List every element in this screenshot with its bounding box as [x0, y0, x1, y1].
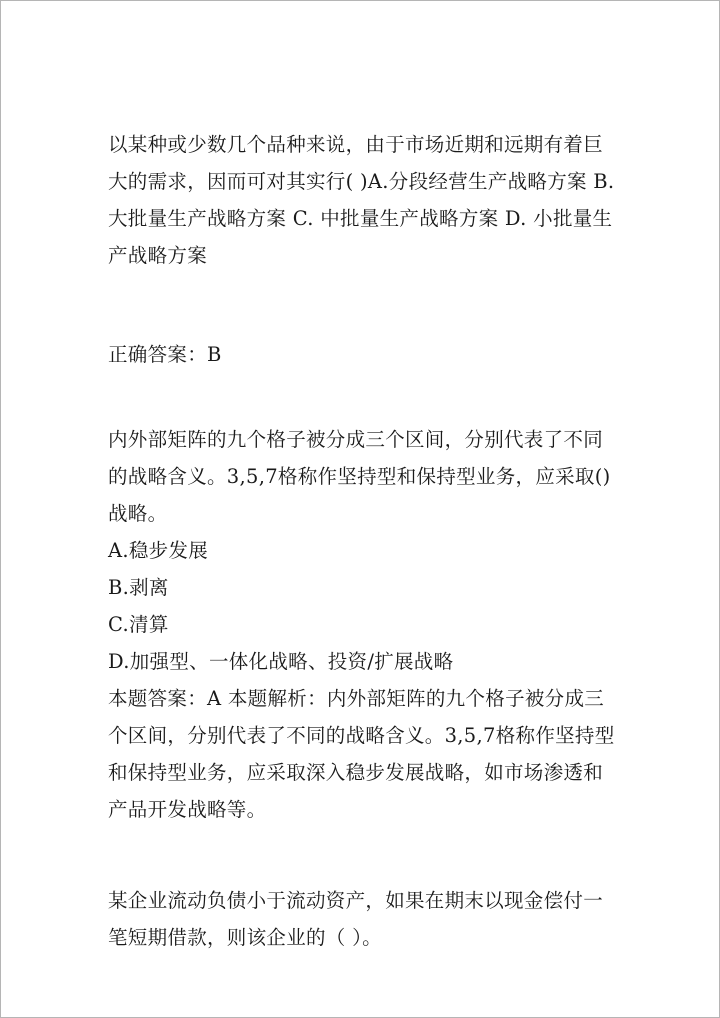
question-2-option-c: C.清算	[108, 613, 169, 636]
question-1-text: 以某种或少数几个品种来说，由于市场近期和远期有着巨大的需求，因而可对其实行( )A.分段经营生产战略方案 B.大批量生产战略方案 C. 中批量生产战略方案 D. 小批量生产战略方案	[108, 133, 615, 267]
document-body	[108, 126, 618, 956]
question-1-answer: 正确答案：B	[108, 343, 222, 366]
question-2-option-d: D.加强型、一体化战略、投资/扩展战略	[108, 650, 454, 673]
question-2-option-a: A.稳步发展	[108, 539, 209, 562]
question-2-text: 内外部矩阵的九个格子被分成三个区间，分别代表了不同的战略含义。3,5,7格称作坚持型和保持型业务，应采取()战略。	[108, 428, 611, 525]
question-2-option-b: B.剥离	[108, 576, 169, 599]
question-2-answer: 本题答案：A 本题解析：内外部矩阵的九个格子被分成三个区间，分别代表了不同的战略含义。3,5,7格称作坚持型和保持型业务，应采取深入稳步发展战略，如市场渗透和产品开发战略等。	[108, 687, 615, 821]
question-3-text: 某企业流动负债小于流动资产，如果在期末以现金偿付一笔短期借款，则该企业的（ ）。	[108, 889, 604, 949]
